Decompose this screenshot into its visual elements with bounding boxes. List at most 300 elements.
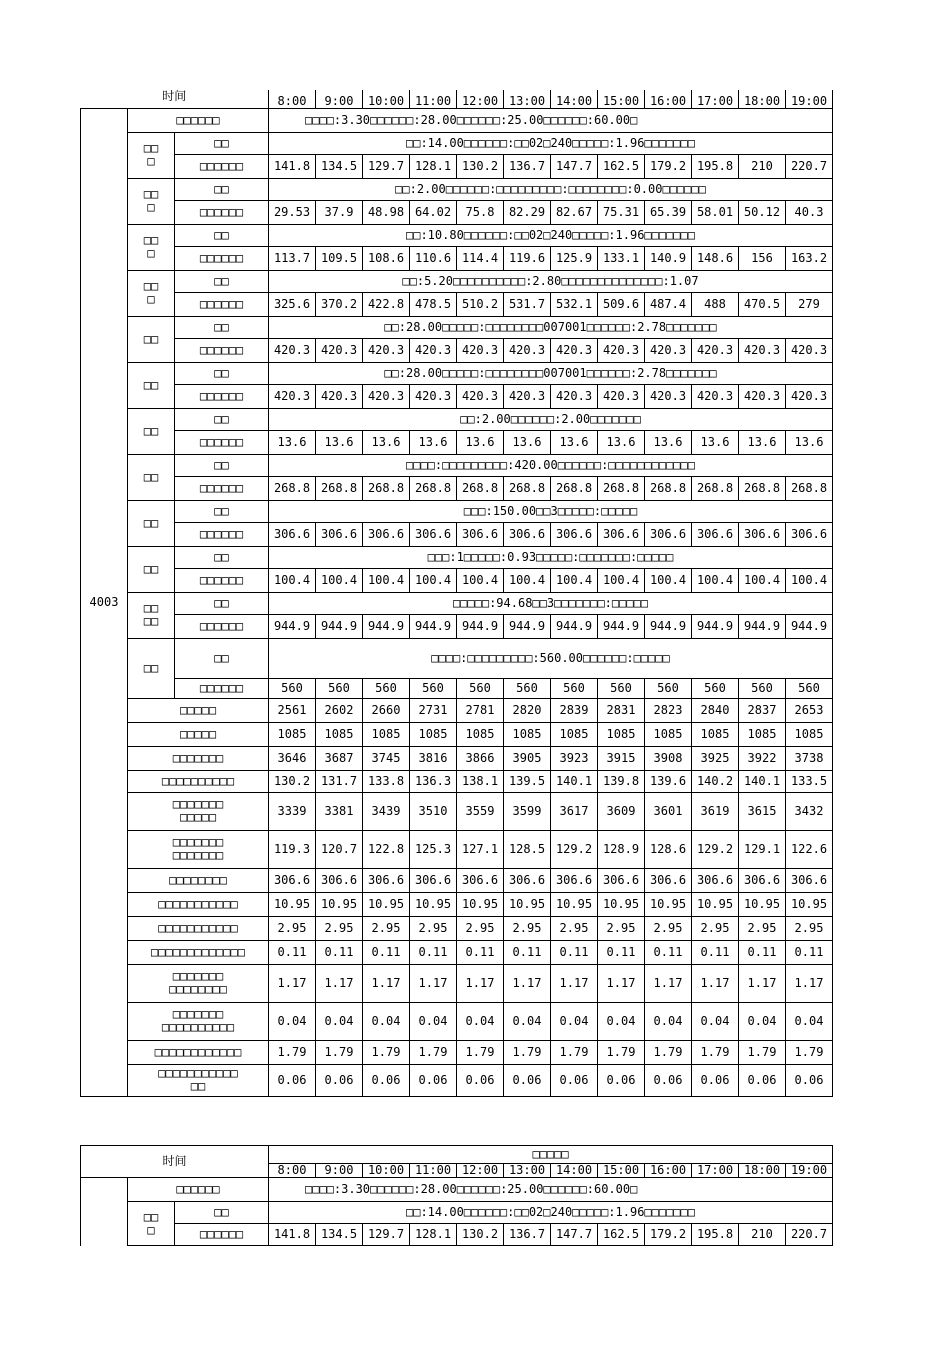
value-cell: 140.1 (551, 770, 598, 792)
param-label: □□ (175, 592, 269, 614)
value-cell: 100.4 (739, 568, 786, 592)
value-cell: 131.7 (316, 770, 363, 792)
param-text: □□□□:□□□□□□□□□:560.00□□□□□□:□□□□□ (269, 638, 833, 678)
value-cell: 1085 (598, 722, 645, 746)
value-cell: 487.4 (645, 292, 692, 316)
group-label: □□ □ (128, 1202, 175, 1246)
value-cell: 2.95 (363, 916, 410, 940)
param-text: □□:5.20□□□□□□□□□□:2.80□□□□□□□□□□□□□□:1.07 (269, 270, 833, 292)
value-label: □□□□□□ (175, 384, 269, 408)
value-cell: 1.17 (504, 964, 551, 1002)
param-text: □□:28.00□□□□□:□□□□□□□□007001□□□□□□:2.78□□□□□□□ (269, 316, 833, 338)
value-cell: 0.04 (316, 1002, 363, 1040)
value-cell: 325.6 (269, 292, 316, 316)
value-cell: 2.95 (551, 916, 598, 940)
value-cell: 1.17 (316, 964, 363, 1002)
value-cell: 3439 (363, 792, 410, 830)
value-cell: 162.5 (598, 1224, 645, 1246)
value-cell: 29.53 (269, 200, 316, 224)
row-label: □□□□□□ (128, 1178, 269, 1202)
value-cell: 130.2 (457, 1224, 504, 1246)
value-cell: 10.95 (269, 892, 316, 916)
value-cell: 129.1 (739, 830, 786, 868)
value-cell: 420.3 (316, 338, 363, 362)
top-header: □□□□□ (269, 1146, 833, 1164)
group-label: □□ □ (128, 132, 175, 178)
value-label: □□□□□□ (175, 1224, 269, 1246)
value-cell: 10.95 (504, 892, 551, 916)
value-cell: 2820 (504, 698, 551, 722)
value-cell: 1.17 (645, 964, 692, 1002)
table-row (81, 892, 833, 916)
value-label: □□□□□□ (175, 246, 269, 270)
value-cell: 37.9 (316, 200, 363, 224)
param-label: □□ (175, 316, 269, 338)
value-cell: 420.3 (363, 338, 410, 362)
time-header: 14:00 (551, 1164, 598, 1178)
value-cell: 422.8 (363, 292, 410, 316)
value-cell: 127.1 (457, 830, 504, 868)
value-cell: 128.5 (504, 830, 551, 868)
value-cell: 944.9 (786, 614, 833, 638)
value-cell: 147.7 (551, 1224, 598, 1246)
table-row (81, 1146, 833, 1164)
value-cell: 40.3 (786, 200, 833, 224)
time-header: 13:00 (504, 90, 551, 108)
value-cell: 130.2 (457, 154, 504, 178)
value-cell: 139.5 (504, 770, 551, 792)
value-cell: 220.7 (786, 1224, 833, 1246)
summary-label: □□□□□□□□□□□ (128, 892, 269, 916)
value-cell: 306.6 (504, 522, 551, 546)
value-cell: 0.06 (645, 1064, 692, 1096)
value-cell: 3925 (692, 746, 739, 770)
value-cell: 488 (692, 292, 739, 316)
block-id: 4003 (81, 108, 128, 1096)
value-cell: 2653 (786, 698, 833, 722)
table-row (81, 916, 833, 940)
value-cell: 10.95 (316, 892, 363, 916)
value-cell: 2731 (410, 698, 457, 722)
table-row (81, 408, 833, 430)
table-row (81, 698, 833, 722)
value-cell: 2.95 (410, 916, 457, 940)
value-cell: 13.6 (786, 430, 833, 454)
time-header: 10:00 (363, 90, 410, 108)
value-cell: 3619 (692, 792, 739, 830)
param-label: □□ (175, 362, 269, 384)
value-cell: 48.98 (363, 200, 410, 224)
time-header: 17:00 (692, 1164, 739, 1178)
value-cell: 1.79 (692, 1040, 739, 1064)
value-cell: 306.6 (410, 868, 457, 892)
value-cell: 125.9 (551, 246, 598, 270)
value-cell: 136.7 (504, 1224, 551, 1246)
value-cell: 306.6 (457, 522, 504, 546)
value-cell: 306.6 (410, 522, 457, 546)
value-cell: 3609 (598, 792, 645, 830)
value-cell: 82.29 (504, 200, 551, 224)
value-cell: 0.06 (739, 1064, 786, 1096)
param-label: □□ (175, 638, 269, 678)
value-cell: 0.11 (551, 940, 598, 964)
value-cell: 0.11 (786, 940, 833, 964)
value-cell: 560 (692, 678, 739, 698)
table-row (81, 476, 833, 500)
value-cell: 268.8 (551, 476, 598, 500)
value-cell: 0.04 (457, 1002, 504, 1040)
value-cell: 268.8 (598, 476, 645, 500)
value-cell: 3922 (739, 746, 786, 770)
value-cell: 944.9 (410, 614, 457, 638)
value-cell: 1.79 (269, 1040, 316, 1064)
value-label: □□□□□□ (175, 200, 269, 224)
value-cell: 3866 (457, 746, 504, 770)
time-header: 12:00 (457, 90, 504, 108)
table-row (81, 454, 833, 476)
table-row (81, 722, 833, 746)
table-row (81, 1224, 833, 1246)
value-cell: 100.4 (598, 568, 645, 592)
value-cell: 1.17 (739, 964, 786, 1002)
table-row (81, 500, 833, 522)
value-cell: 156 (739, 246, 786, 270)
param-label: □□ (175, 132, 269, 154)
value-cell: 1.79 (363, 1040, 410, 1064)
value-cell: 0.04 (692, 1002, 739, 1040)
table-row (81, 90, 833, 108)
value-cell: 420.3 (504, 384, 551, 408)
value-cell: 119.3 (269, 830, 316, 868)
summary-label: □□□□□ (128, 722, 269, 746)
value-cell: 100.4 (786, 568, 833, 592)
value-cell: 944.9 (504, 614, 551, 638)
group-label: □□ (128, 638, 175, 698)
param-label: □□ (175, 546, 269, 568)
value-cell: 140.2 (692, 770, 739, 792)
value-cell: 1085 (363, 722, 410, 746)
param-label: □□ (175, 500, 269, 522)
value-cell: 129.2 (551, 830, 598, 868)
value-cell: 3908 (645, 746, 692, 770)
value-cell: 470.5 (739, 292, 786, 316)
value-cell: 306.6 (269, 522, 316, 546)
value-cell: 141.8 (269, 1224, 316, 1246)
value-cell: 3510 (410, 792, 457, 830)
value-cell: 0.06 (457, 1064, 504, 1096)
value-cell: 944.9 (551, 614, 598, 638)
time-header: 11:00 (410, 1164, 457, 1178)
value-cell: 10.95 (363, 892, 410, 916)
value-cell: 65.39 (645, 200, 692, 224)
value-cell: 133.1 (598, 246, 645, 270)
value-cell: 268.8 (739, 476, 786, 500)
load-table-continued (80, 1145, 833, 1246)
param-text: □□:14.00□□□□□□:□□02□240□□□□□:1.96□□□□□□□ (269, 1202, 833, 1224)
table-row (81, 338, 833, 362)
value-cell: 75.31 (598, 200, 645, 224)
value-cell: 1085 (410, 722, 457, 746)
value-cell: 139.6 (645, 770, 692, 792)
value-cell: 478.5 (410, 292, 457, 316)
value-cell: 560 (786, 678, 833, 698)
summary-label: □□□□□□□ □□□□□□□□ (128, 964, 269, 1002)
value-cell: 560 (598, 678, 645, 698)
time-header: 18:00 (739, 1164, 786, 1178)
value-cell: 2.95 (269, 916, 316, 940)
value-cell: 306.6 (316, 868, 363, 892)
value-cell: 114.4 (457, 246, 504, 270)
value-cell: 128.1 (410, 1224, 457, 1246)
value-cell: 306.6 (316, 522, 363, 546)
value-cell: 531.7 (504, 292, 551, 316)
value-cell: 560 (551, 678, 598, 698)
value-cell: 75.8 (457, 200, 504, 224)
value-cell: 0.04 (645, 1002, 692, 1040)
value-cell: 0.04 (739, 1002, 786, 1040)
value-cell: 0.04 (269, 1002, 316, 1040)
value-cell: 2831 (598, 698, 645, 722)
value-cell: 210 (739, 154, 786, 178)
value-cell: 1.79 (551, 1040, 598, 1064)
value-label: □□□□□□ (175, 476, 269, 500)
table-row (81, 868, 833, 892)
value-cell: 129.7 (363, 1224, 410, 1246)
value-cell: 268.8 (645, 476, 692, 500)
param-label: □□ (175, 178, 269, 200)
table-row (81, 178, 833, 200)
value-cell: 140.1 (739, 770, 786, 792)
value-cell: 420.3 (269, 384, 316, 408)
value-cell: 268.8 (410, 476, 457, 500)
value-cell: 1085 (269, 722, 316, 746)
value-cell: 2.95 (645, 916, 692, 940)
table-row (81, 964, 833, 1002)
load-table (80, 90, 833, 1097)
param-text: □□□□:□□□□□□□□□:420.00□□□□□□:□□□□□□□□□□□□ (269, 454, 833, 476)
value-cell: 13.6 (598, 430, 645, 454)
value-cell: 1085 (739, 722, 786, 746)
value-label: □□□□□□ (175, 522, 269, 546)
value-cell: 944.9 (363, 614, 410, 638)
value-cell: 420.3 (692, 384, 739, 408)
value-cell: 108.6 (363, 246, 410, 270)
value-cell: 420.3 (457, 338, 504, 362)
value-cell: 10.95 (739, 892, 786, 916)
time-header: 12:00 (457, 1164, 504, 1178)
value-cell: 100.4 (316, 568, 363, 592)
value-cell: 100.4 (551, 568, 598, 592)
value-cell: 279 (786, 292, 833, 316)
value-cell: 306.6 (739, 522, 786, 546)
value-cell: 119.6 (504, 246, 551, 270)
value-cell: 3687 (316, 746, 363, 770)
group-label: □□ □ (128, 178, 175, 224)
value-cell: 100.4 (363, 568, 410, 592)
value-cell: 1.17 (457, 964, 504, 1002)
group-label: □□ (128, 408, 175, 454)
value-cell: 136.7 (504, 154, 551, 178)
value-cell: 3923 (551, 746, 598, 770)
time-header: 8:00 (269, 90, 316, 108)
value-cell: 100.4 (692, 568, 739, 592)
summary-label: □□□□□□□ □□□□□ (128, 792, 269, 830)
value-cell: 560 (316, 678, 363, 698)
value-cell: 560 (645, 678, 692, 698)
value-cell: 1085 (692, 722, 739, 746)
value-cell: 100.4 (410, 568, 457, 592)
value-cell: 13.6 (363, 430, 410, 454)
value-cell: 122.6 (786, 830, 833, 868)
value-cell: 2840 (692, 698, 739, 722)
summary-label: □□□□□□□□□□□□□ (128, 940, 269, 964)
param-label: □□ (175, 1202, 269, 1224)
value-cell: 944.9 (598, 614, 645, 638)
value-cell: 420.3 (598, 384, 645, 408)
value-cell: 10.95 (551, 892, 598, 916)
value-cell: 2.95 (739, 916, 786, 940)
summary-label: □□□□□□□□□□□□ (128, 1040, 269, 1064)
value-cell: 1085 (457, 722, 504, 746)
value-cell: 560 (410, 678, 457, 698)
value-cell: 0.06 (786, 1064, 833, 1096)
value-cell: 560 (739, 678, 786, 698)
table-row (81, 1040, 833, 1064)
value-cell: 420.3 (363, 384, 410, 408)
param-text: □□:2.00□□□□□□:□□□□□□□□□:□□□□□□□□:0.00□□□□□□ (269, 178, 833, 200)
value-cell: 306.6 (739, 868, 786, 892)
value-cell: 10.95 (786, 892, 833, 916)
time-header: 14:00 (551, 90, 598, 108)
value-cell: 420.3 (645, 338, 692, 362)
value-cell: 1085 (504, 722, 551, 746)
value-cell: 125.3 (410, 830, 457, 868)
value-cell: 420.3 (457, 384, 504, 408)
value-cell: 210 (739, 1224, 786, 1246)
param-text: □□:14.00□□□□□□:□□02□240□□□□□:1.96□□□□□□□ (269, 132, 833, 154)
value-cell: 0.11 (598, 940, 645, 964)
table-row (81, 1202, 833, 1224)
value-cell: 268.8 (363, 476, 410, 500)
value-cell: 109.5 (316, 246, 363, 270)
group-label: □□ (128, 316, 175, 362)
value-cell: 128.9 (598, 830, 645, 868)
param-label: □□ (175, 408, 269, 430)
value-cell: 3646 (269, 746, 316, 770)
value-cell: 195.8 (692, 154, 739, 178)
time-header: 19:00 (786, 1164, 833, 1178)
value-cell: 306.6 (692, 522, 739, 546)
value-cell: 2839 (551, 698, 598, 722)
value-cell: 0.11 (457, 940, 504, 964)
value-cell: 10.95 (457, 892, 504, 916)
value-cell: 0.11 (410, 940, 457, 964)
time-header: 13:00 (504, 1164, 551, 1178)
value-label: □□□□□□ (175, 568, 269, 592)
value-cell: 13.6 (504, 430, 551, 454)
time-header: 15:00 (598, 90, 645, 108)
value-cell: 133.5 (786, 770, 833, 792)
value-cell: 3601 (645, 792, 692, 830)
value-label: □□□□□□ (175, 154, 269, 178)
group-label: □□ (128, 500, 175, 546)
value-cell: 0.04 (410, 1002, 457, 1040)
value-cell: 2823 (645, 698, 692, 722)
value-cell: 306.6 (598, 868, 645, 892)
table-row (81, 132, 833, 154)
time-header: 9:00 (316, 90, 363, 108)
param-text: □□:28.00□□□□□:□□□□□□□□007001□□□□□□:2.78□□□□□□□ (269, 362, 833, 384)
value-cell: 420.3 (739, 338, 786, 362)
summary-label: □□□□□□□ (128, 746, 269, 770)
value-cell: 129.2 (692, 830, 739, 868)
table-row (81, 770, 833, 792)
value-cell: 162.5 (598, 154, 645, 178)
value-cell: 0.06 (316, 1064, 363, 1096)
value-cell: 3745 (363, 746, 410, 770)
value-cell: 306.6 (645, 522, 692, 546)
value-cell: 13.6 (551, 430, 598, 454)
table-row (81, 638, 833, 678)
time-header: 10:00 (363, 1164, 410, 1178)
value-cell: 0.11 (692, 940, 739, 964)
value-cell: 510.2 (457, 292, 504, 316)
value-cell: 268.8 (269, 476, 316, 500)
value-cell: 1.79 (598, 1040, 645, 1064)
value-cell: 1.79 (504, 1040, 551, 1064)
value-cell: 944.9 (457, 614, 504, 638)
value-cell: 0.04 (786, 1002, 833, 1040)
param-text: □□□:150.00□□3□□□□□:□□□□□ (269, 500, 833, 522)
group-label: □□ (128, 362, 175, 408)
value-cell: 306.6 (269, 868, 316, 892)
value-cell: 0.11 (269, 940, 316, 964)
table-row (81, 546, 833, 568)
value-cell: 130.2 (269, 770, 316, 792)
value-cell: 2561 (269, 698, 316, 722)
value-cell: 100.4 (645, 568, 692, 592)
value-cell: 122.8 (363, 830, 410, 868)
value-cell: 13.6 (739, 430, 786, 454)
time-header: 17:00 (692, 90, 739, 108)
group-label: □□ □ (128, 270, 175, 316)
value-label: □□□□□□ (175, 430, 269, 454)
value-cell: 139.8 (598, 770, 645, 792)
block-id-blank (81, 1178, 128, 1246)
summary-label: □□□□□□□□□□ (128, 770, 269, 792)
value-cell: 3905 (504, 746, 551, 770)
value-cell: 0.06 (598, 1064, 645, 1096)
value-cell: 10.95 (410, 892, 457, 916)
value-cell: 420.3 (551, 338, 598, 362)
value-cell: 10.95 (692, 892, 739, 916)
value-cell: 268.8 (457, 476, 504, 500)
value-cell: 560 (457, 678, 504, 698)
value-cell: 3599 (504, 792, 551, 830)
value-cell: 2660 (363, 698, 410, 722)
value-cell: 0.06 (692, 1064, 739, 1096)
value-cell: 268.8 (504, 476, 551, 500)
value-cell: 420.3 (410, 384, 457, 408)
value-cell: 128.6 (645, 830, 692, 868)
value-cell: 2.95 (786, 916, 833, 940)
corner-header: 时间 (81, 1146, 269, 1178)
table-row (81, 1002, 833, 1040)
value-cell: 420.3 (316, 384, 363, 408)
param-text: □□:2.00□□□□□□:2.00□□□□□□□ (269, 408, 833, 430)
table-row (81, 614, 833, 638)
time-header: 15:00 (598, 1164, 645, 1178)
